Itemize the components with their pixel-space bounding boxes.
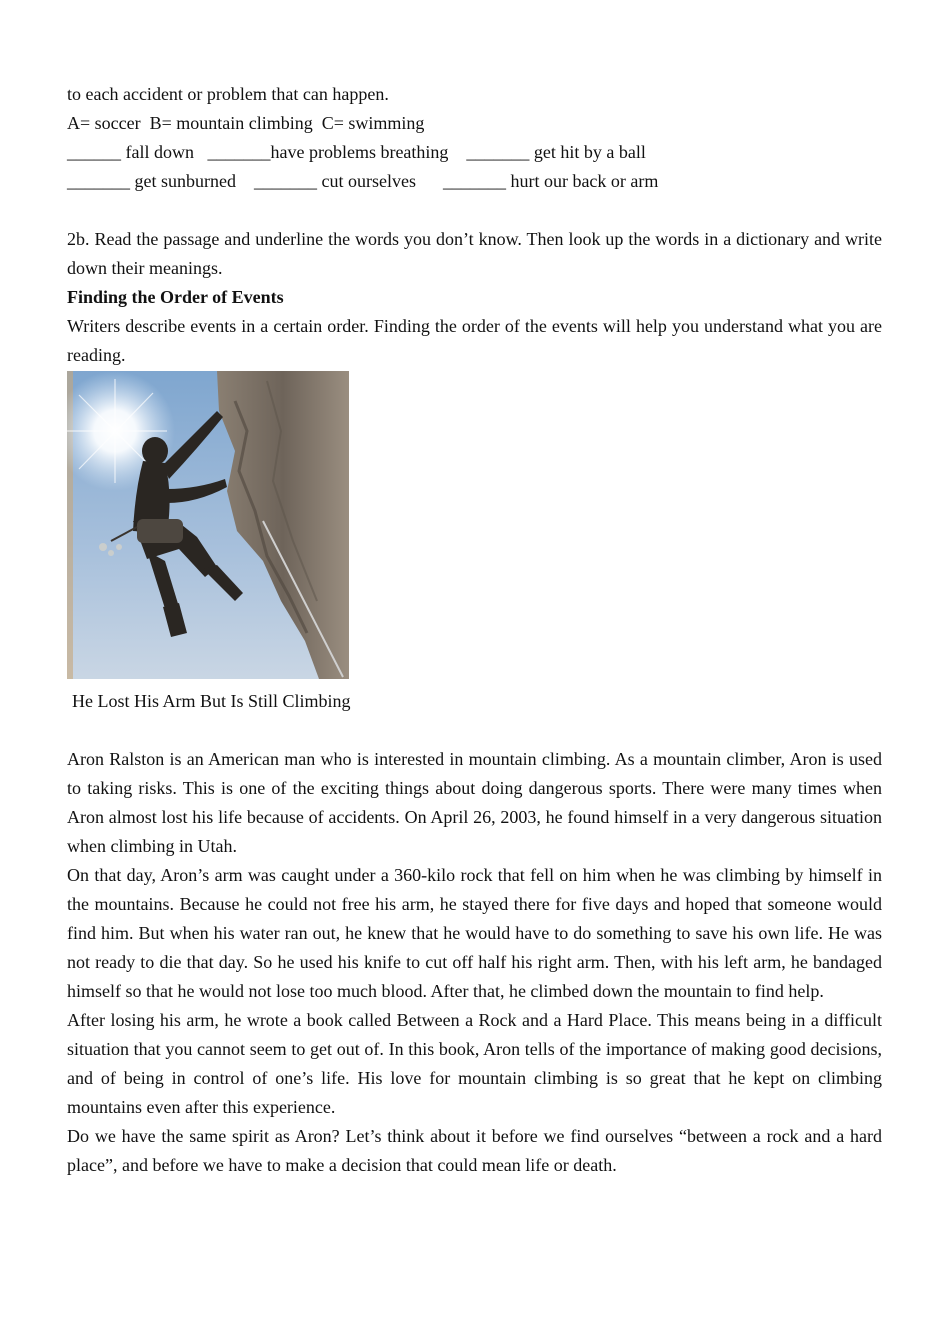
climber-photo [67,371,349,679]
story-paragraph-3: After losing his arm, he wrote a book called Between a Rock and a Hard Place. This means being in a difficult situation that you cannot seem to get out of. In this book, Aron tells of the importance of making good decisions, and of being in control of one’s life. His love for mountain climbing is so great that he kept on climbing mountains even after this experience. [67,1010,882,1117]
story-paragraph-4: Do we have the same spirit as Aron? Let’s think about it before we find ourselves “between a rock and a hard place”, and before we have to make a decision that could mean life or death. [67,1126,882,1175]
exercise-intro: to each accident or problem that can happen. [67,84,389,104]
spacer [67,196,882,225]
blanks-row-2: _______ get sunburned _______ cut ourselves _______ hurt our back or arm [67,171,659,191]
story-paragraph-1: Aron Ralston is an American man who is interested in mountain climbing. As a mountain climber, Aron is used to taking risks. This is one of the exciting things about doing dangerous sports. There were many times when Aron almost lost his life because of accidents. On April 26, 2003, he found himself in a very dangerous situation when climbing in Utah. [67,749,882,856]
strategy-text: Writers describe events in a certain order. Finding the order of the events will help you understand what you are reading. [67,316,882,365]
document-page [67,80,882,1180]
spacer [67,716,882,745]
task-2b-instruction: 2b. Read the passage and underline the words you don’t know. Then look up the words in a dictionary and write down their meanings. [67,229,882,278]
answer-key-line: A= soccer B= mountain climbing C= swimming [67,113,425,133]
story-paragraph-2: On that day, Aron’s arm was caught under a 360-kilo rock that fell on him when he was climbing by himself in the mountains. Because he could not free his arm, he stayed there for five days and hoped that someone would find him. But when his water ran out, he knew that he would have to do something to save his own life. He was not ready to die that day. So he used his knife to cut off half his right arm. Then, with his left arm, he bandaged himself so that he would not lose too much blood. After that, he climbed down the mountain to find help. [67,865,882,1001]
blanks-row-1: ______ fall down _______have problems breathing _______ get hit by a ball [67,142,646,162]
strategy-title: Finding the Order of Events [67,287,284,307]
photo-caption: He Lost His Arm But Is Still Climbing [72,691,351,711]
